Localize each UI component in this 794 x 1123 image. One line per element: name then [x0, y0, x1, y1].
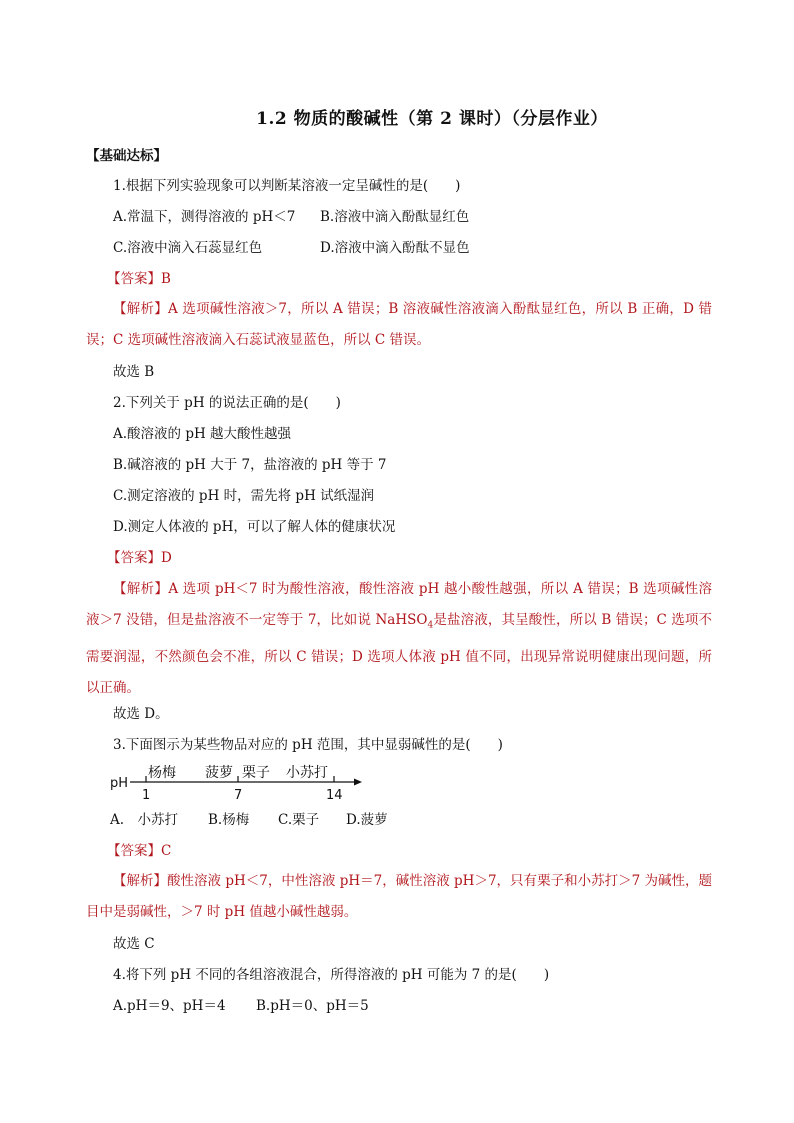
- ph-scale-diagram: [108, 761, 378, 805]
- analysis-label: 【解析】: [113, 301, 169, 317]
- question-4-option-a: A.pH＝9、pH＝4: [113, 998, 226, 1014]
- question-1-option-b: B.溶液中滴入酚酞显红色: [320, 209, 470, 225]
- answer-value: D: [161, 550, 172, 566]
- question-4-stem: 4.将下列 pH 不同的各组溶液混合，所得溶液的 pH 可能为 7 的是( ): [113, 967, 550, 983]
- question-2-option-b: B.碱溶液的 pH 大于 7，盐溶液的 pH 等于 7: [113, 457, 387, 473]
- question-3-conclusion: 故选 C: [113, 936, 155, 952]
- ph-axis-label: pH: [110, 776, 129, 791]
- page-title: 1.2 物质的酸碱性（第 2 课时）（分层作业）: [256, 109, 608, 129]
- question-1-option-d: D.溶液中滴入酚酞不显色: [320, 240, 470, 256]
- answer-label: 【答案】: [107, 271, 161, 287]
- section-heading: 【基础达标】: [86, 148, 167, 164]
- question-3-stem: 3.下面图示为某些物品对应的 pH 范围，其中显弱碱性的是( ): [113, 737, 503, 753]
- question-4-option-b: B.pH＝0、pH＝5: [256, 998, 369, 1014]
- analysis-text: A 选项碱性溶液＞7，所以 A 错误；B 溶液碱性溶液滴入酚酞显红色，所以 B 正确，D 错误；C 选项碱性溶液滴入石蕊试液显蓝色，所以 C 错误。: [86, 301, 713, 348]
- question-1-analysis: [86, 294, 712, 356]
- answer-label: 【答案】: [107, 843, 161, 859]
- answer-value: B: [161, 271, 171, 287]
- analysis-label: 【解析】: [113, 581, 169, 597]
- analysis-text-part1: A 选项 pH＜7 时为酸性溶液，酸性溶液 pH 越小酸性越强，所以 A 错误；B 选项碱性溶液＞7 没错，但是盐溶液不一定等于 7，比如说 NaHSO: [86, 581, 713, 628]
- answer-value: C: [161, 843, 172, 859]
- ph-item-lizi: 栗子: [242, 765, 270, 781]
- question-1-answer: [107, 269, 171, 289]
- question-2-option-c: C.测定溶液的 pH 时，需先将 pH 试纸湿润: [113, 488, 375, 504]
- analysis-label: 【解析】: [113, 873, 168, 889]
- analysis-text-part2: 是盐溶液，其呈酸性，所以 B 错误；C 选项不需要润湿，不然颜色会不准，所以 C 错误；D 选项人体液 pH 值不同，出现异常说明健康出现问题，所以正确。: [86, 612, 712, 696]
- question-3-option-a: A. 小苏打: [110, 812, 179, 828]
- ph-item-boluo: 菠萝: [205, 765, 233, 781]
- question-2-analysis: [86, 574, 712, 704]
- question-3-analysis: [86, 866, 712, 928]
- question-2-stem: 2.下列关于 pH 的说法正确的是( ): [113, 395, 341, 411]
- question-1-option-c: C.溶液中滴入石蕊显红色: [113, 240, 263, 256]
- question-2-option-a: A.酸溶液的 pH 越大酸性越强: [113, 426, 292, 442]
- question-2-answer: [107, 548, 172, 568]
- answer-label: 【答案】: [107, 550, 161, 566]
- ph-tick-label-7: 7: [234, 788, 243, 803]
- ph-item-xiaosuda: 小苏打: [286, 765, 328, 781]
- question-2-option-d: D.测定人体液的 pH，可以了解人体的健康状况: [113, 519, 396, 535]
- question-3-option-d: D.菠萝: [346, 812, 388, 828]
- question-2-conclusion: 故选 D。: [113, 706, 169, 722]
- question-1-stem: 1.根据下列实验现象可以判断某溶液一定呈碱性的是( ): [113, 178, 461, 194]
- ph-tick-label-1: 1: [142, 788, 151, 803]
- ph-tick-label-14: 14: [326, 788, 343, 803]
- question-3-answer: [107, 841, 171, 861]
- question-1-option-a: A.常温下，测得溶液的 pH＜7: [113, 209, 296, 225]
- subscript-4: 4: [427, 620, 434, 631]
- analysis-text: 酸性溶液 pH＜7，中性溶液 pH＝7，碱性溶液 pH＞7，只有栗子和小苏打＞7 为碱性，题目中是弱碱性，＞7 时 pH 值越小碱性越弱。: [86, 873, 713, 920]
- question-3-option-c: C.栗子: [278, 812, 320, 828]
- ph-item-yangmei: 杨梅: [148, 765, 176, 781]
- question-3-option-b: B.杨梅: [208, 812, 250, 828]
- ph-axis-arrow-icon: [354, 779, 362, 786]
- question-1-conclusion: 故选 B: [113, 364, 155, 380]
